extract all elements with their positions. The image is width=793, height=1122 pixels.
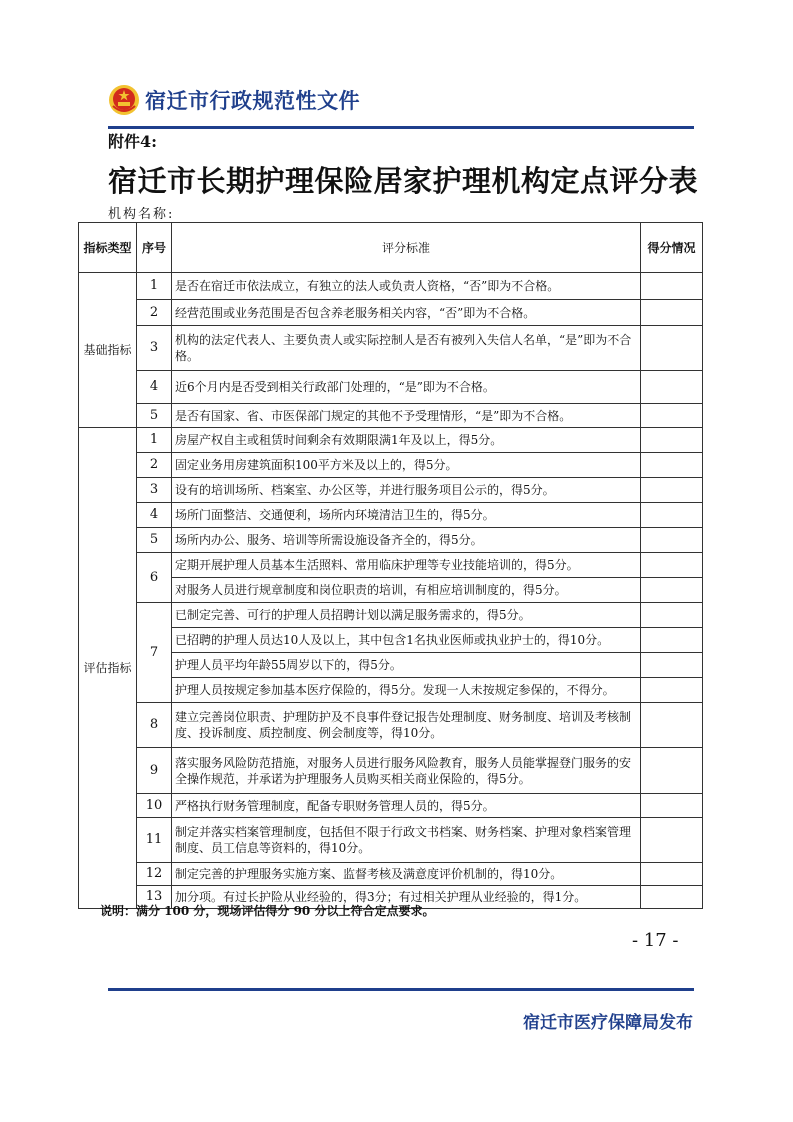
criteria-text: 固定业务用房建筑面积100平方米及以上的，得5分。 <box>172 453 641 478</box>
criteria-text: 严格执行财务管理制度，配备专职财务管理人员的，得5分。 <box>172 794 641 818</box>
score-cell[interactable] <box>641 578 703 603</box>
table-row <box>79 428 703 453</box>
row-number: 2 <box>137 453 172 478</box>
score-cell[interactable] <box>641 818 703 863</box>
score-cell[interactable] <box>641 326 703 371</box>
criteria-text: 房屋产权自主或租赁时间剩余有效期限满1年及以上，得5分。 <box>172 428 641 453</box>
table-header-row <box>79 223 703 273</box>
criteria-text: 建立完善岗位职责、护理防护及不良事件登记报告处理制度、财务制度、培训及考核制度、投诉制度、质控制度、例会制度等，得10分。 <box>172 703 641 748</box>
row-number: 5 <box>137 404 172 428</box>
score-cell[interactable] <box>641 886 703 909</box>
publisher-footer: 宿迁市医疗保障局发布 <box>523 1013 693 1033</box>
row-number: 4 <box>137 371 172 404</box>
table-row <box>79 603 703 628</box>
row-number: 11 <box>137 818 172 863</box>
table-row <box>79 528 703 553</box>
table-row <box>79 678 703 703</box>
category-evaluation: 评估指标 <box>79 428 137 909</box>
table-row <box>79 863 703 886</box>
criteria-text: 是否有国家、省、市医保部门规定的其他不予受理情形，“是”即为不合格。 <box>172 404 641 428</box>
table-row <box>79 818 703 863</box>
table-row <box>79 503 703 528</box>
header-category: 指标类型 <box>79 223 137 273</box>
document-header <box>108 84 360 116</box>
table-row <box>79 404 703 428</box>
criteria-text: 制定并落实档案管理制度，包括但不限于行政文书档案、财务档案、护理对象档案管理制度、员工信息等资料的，得10分。 <box>172 818 641 863</box>
table-row <box>79 653 703 678</box>
scoring-note: 说明：满分 100 分，现场评估得分 90 分以上符合定点要求。 <box>100 904 435 918</box>
criteria-text: 落实服务风险防范措施，对服务人员进行服务风险教育，服务人员能掌握登门服务的安全操作规范，并承诺为护理服务人员购买相关商业保险的，得5分。 <box>172 748 641 794</box>
row-number: 13 <box>137 886 172 909</box>
criteria-text: 机构的法定代表人、主要负责人或实际控制人是否有被列入失信人名单，“是”即为不合格。 <box>172 326 641 371</box>
national-emblem-icon <box>108 84 140 116</box>
row-number: 1 <box>137 428 172 453</box>
score-cell[interactable] <box>641 863 703 886</box>
criteria-text: 已制定完善、可行的护理人员招聘计划以满足服务需求的，得5分。 <box>172 603 641 628</box>
header-score: 得分情况 <box>641 223 703 273</box>
score-cell[interactable] <box>641 404 703 428</box>
score-cell[interactable] <box>641 603 703 628</box>
score-cell[interactable] <box>641 794 703 818</box>
criteria-text: 设有的培训场所、档案室、办公区等，并进行服务项目公示的，得5分。 <box>172 478 641 503</box>
score-cell[interactable] <box>641 300 703 326</box>
table-row <box>79 326 703 371</box>
score-cell[interactable] <box>641 653 703 678</box>
row-number: 3 <box>137 478 172 503</box>
row-number: 12 <box>137 863 172 886</box>
score-cell[interactable] <box>641 703 703 748</box>
criteria-text: 场所门面整洁、交通便利，场所内环境清洁卫生的，得5分。 <box>172 503 641 528</box>
criteria-text: 护理人员平均年龄55周岁以下的，得5分。 <box>172 653 641 678</box>
score-cell[interactable] <box>641 503 703 528</box>
table-row <box>79 300 703 326</box>
score-cell[interactable] <box>641 371 703 404</box>
page-number: - 17 - <box>632 930 679 951</box>
table-row <box>79 703 703 748</box>
table-row <box>79 453 703 478</box>
score-cell[interactable] <box>641 528 703 553</box>
org-name-label: 机构名称: <box>108 207 175 222</box>
row-number: 9 <box>137 748 172 794</box>
criteria-text: 定期开展护理人员基本生活照料、常用临床护理等专业技能培训的，得5分。 <box>172 553 641 578</box>
table-row <box>79 748 703 794</box>
criteria-text: 已招聘的护理人员达10人及以上，其中包含1名执业医师或执业护士的，得10分。 <box>172 628 641 653</box>
score-cell[interactable] <box>641 428 703 453</box>
row-number: 2 <box>137 300 172 326</box>
table-row <box>79 478 703 503</box>
table-row <box>79 794 703 818</box>
criteria-text: 加分项。有过长护险从业经验的，得3分；有过相关护理从业经验的，得1分。 <box>172 886 641 909</box>
criteria-text: 是否在宿迁市依法成立，有独立的法人或负责人资格，“否”即为不合格。 <box>172 273 641 300</box>
score-cell[interactable] <box>641 453 703 478</box>
table-row <box>79 273 703 300</box>
row-number: 3 <box>137 326 172 371</box>
table-row <box>79 578 703 603</box>
row-number: 10 <box>137 794 172 818</box>
row-number: 5 <box>137 528 172 553</box>
table-row <box>79 553 703 578</box>
header-number: 序号 <box>137 223 172 273</box>
row-number: 1 <box>137 273 172 300</box>
row-number: 8 <box>137 703 172 748</box>
attachment-label: 附件4: <box>108 132 158 151</box>
table-row <box>79 371 703 404</box>
score-cell[interactable] <box>641 678 703 703</box>
score-cell[interactable] <box>641 478 703 503</box>
footer-rule <box>108 988 694 991</box>
table-row <box>79 628 703 653</box>
category-basic: 基础指标 <box>79 273 137 428</box>
row-number: 7 <box>137 603 172 703</box>
scoring-table <box>78 222 703 909</box>
score-cell[interactable] <box>641 273 703 300</box>
row-number: 6 <box>137 553 172 603</box>
row-number: 4 <box>137 503 172 528</box>
header-rule <box>108 126 694 129</box>
score-cell[interactable] <box>641 628 703 653</box>
criteria-text: 对服务人员进行规章制度和岗位职责的培训，有相应培训制度的，得5分。 <box>172 578 641 603</box>
criteria-text: 经营范围或业务范围是否包含养老服务相关内容，“否”即为不合格。 <box>172 300 641 326</box>
score-cell[interactable] <box>641 553 703 578</box>
criteria-text: 制定完善的护理服务实施方案、监督考核及满意度评价机制的，得10分。 <box>172 863 641 886</box>
criteria-text: 护理人员按规定参加基本医疗保险的，得5分。发现一人未按规定参保的，不得分。 <box>172 678 641 703</box>
header-title: 宿迁市行政规范性文件 <box>145 89 360 113</box>
page-title: 宿迁市长期护理保险居家护理机构定点评分表 <box>108 164 699 198</box>
criteria-text: 场所内办公、服务、培训等所需设施设备齐全的，得5分。 <box>172 528 641 553</box>
criteria-text: 近6个月内是否受到相关行政部门处理的，“是”即为不合格。 <box>172 371 641 404</box>
header-criteria: 评分标准 <box>172 223 641 273</box>
score-cell[interactable] <box>641 748 703 794</box>
